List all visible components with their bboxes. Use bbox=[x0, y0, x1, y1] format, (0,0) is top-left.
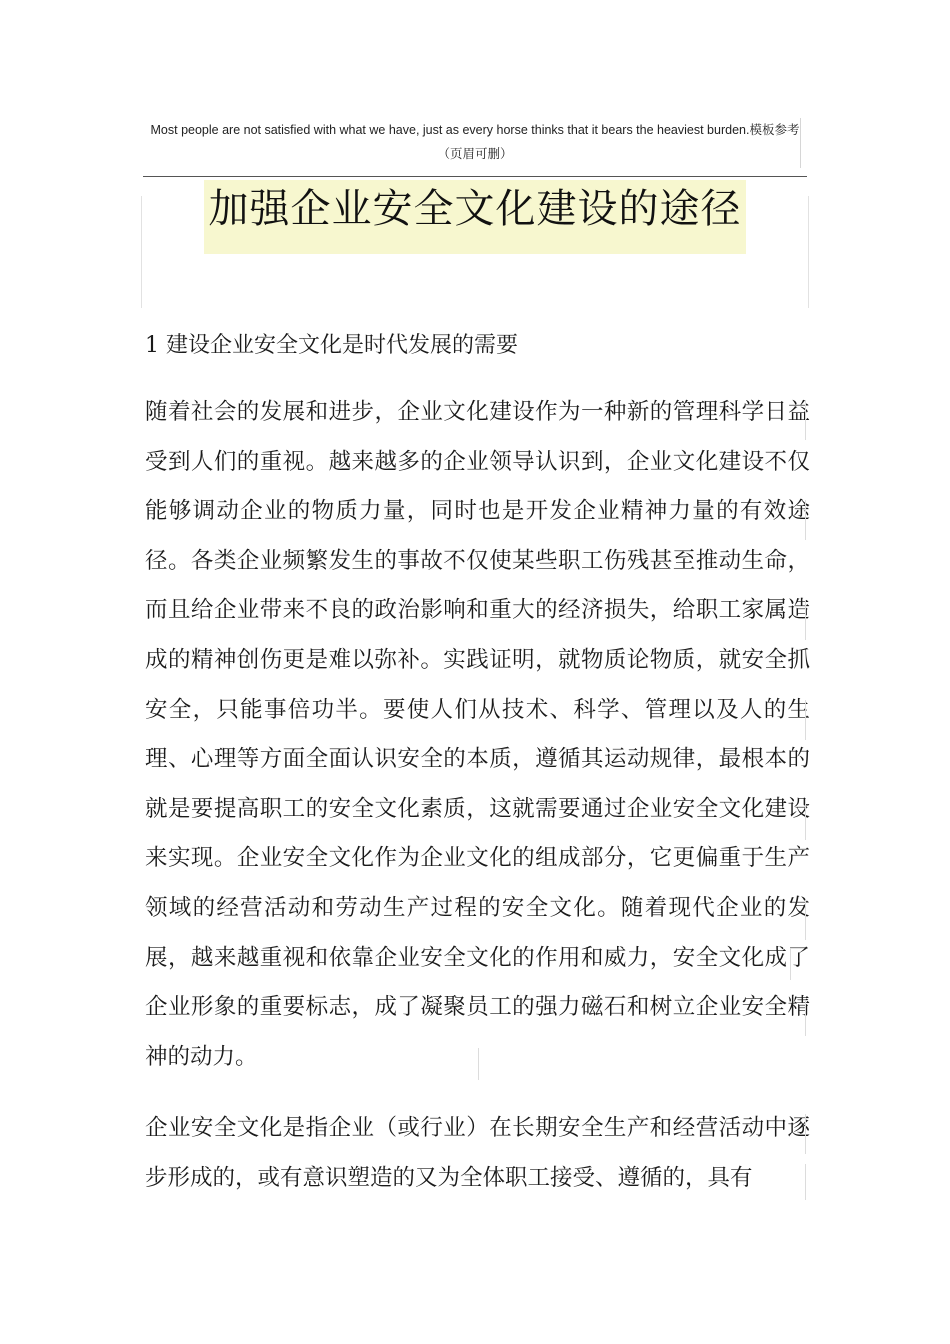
boundary-tick bbox=[805, 900, 806, 940]
header-frame-line bbox=[800, 118, 801, 168]
boundary-tick bbox=[790, 948, 791, 980]
boundary-tick bbox=[805, 800, 806, 840]
boundary-tick bbox=[805, 400, 806, 440]
section-heading: 1 建设企业安全文化是时代发展的需要 bbox=[145, 333, 518, 358]
boundary-tick bbox=[805, 500, 806, 540]
body-paragraph-2: 企业安全文化是指企业（或行业）在长期安全生产和经营活动中逐步形成的，或有意识塑造的又为全体职工接受、遵循的，具有 bbox=[145, 1115, 810, 1191]
boundary-tick bbox=[478, 1048, 479, 1080]
body-paragraph-1: 随着社会的发展和进步，企业文化建设作为一种新的管理科学日益受到人们的重视。越来越多的企业领导认识到，企业文化建设不仅能够调动企业的物质力量，同时也是开发企业精神力量的有效途径。各类企业频繁发生的事故不仅使某些职工伤残甚至推动生命，而且给企业带来不良的政治影响和重大的经济损失，给职工家属造成的精神创伤更是难以弥补。实践证明，就物质论物质，就安全抓安全，只能事倍功半。要使人们从技术、科学、管理以及人的生理、心理等方面全面认识安全的本质，遵循其运动规律，最根本的就是要提高职工的安全文化素质，这就需要通过企业安全文化建设来实现。企业安全文化作为企业文化的组成部分，它更偏重于生产领域的经营活动和劳动生产过程的安全文化。随着现代企业的发展，越来越重视和依靠企业安全文化的作用和威力，安全文化成了企业形象的重要标志，成了凝聚员工的强力磁石和树立企业安全精神的动力。 bbox=[145, 399, 810, 1070]
title-frame-right bbox=[808, 196, 809, 308]
header-divider bbox=[143, 176, 807, 177]
boundary-tick bbox=[805, 700, 806, 740]
page-header: Most people are not satisfied with what we have, just as every horse thinks that it bears the heaviest burden.模板参考（页眉可删） bbox=[150, 123, 800, 161]
title-frame-left bbox=[141, 196, 142, 308]
boundary-tick bbox=[805, 1114, 806, 1154]
boundary-tick bbox=[805, 1000, 806, 1036]
document-title: 加强企业安全文化建设的途径 bbox=[204, 180, 746, 254]
boundary-tick bbox=[805, 1164, 806, 1200]
boundary-tick bbox=[805, 600, 806, 640]
